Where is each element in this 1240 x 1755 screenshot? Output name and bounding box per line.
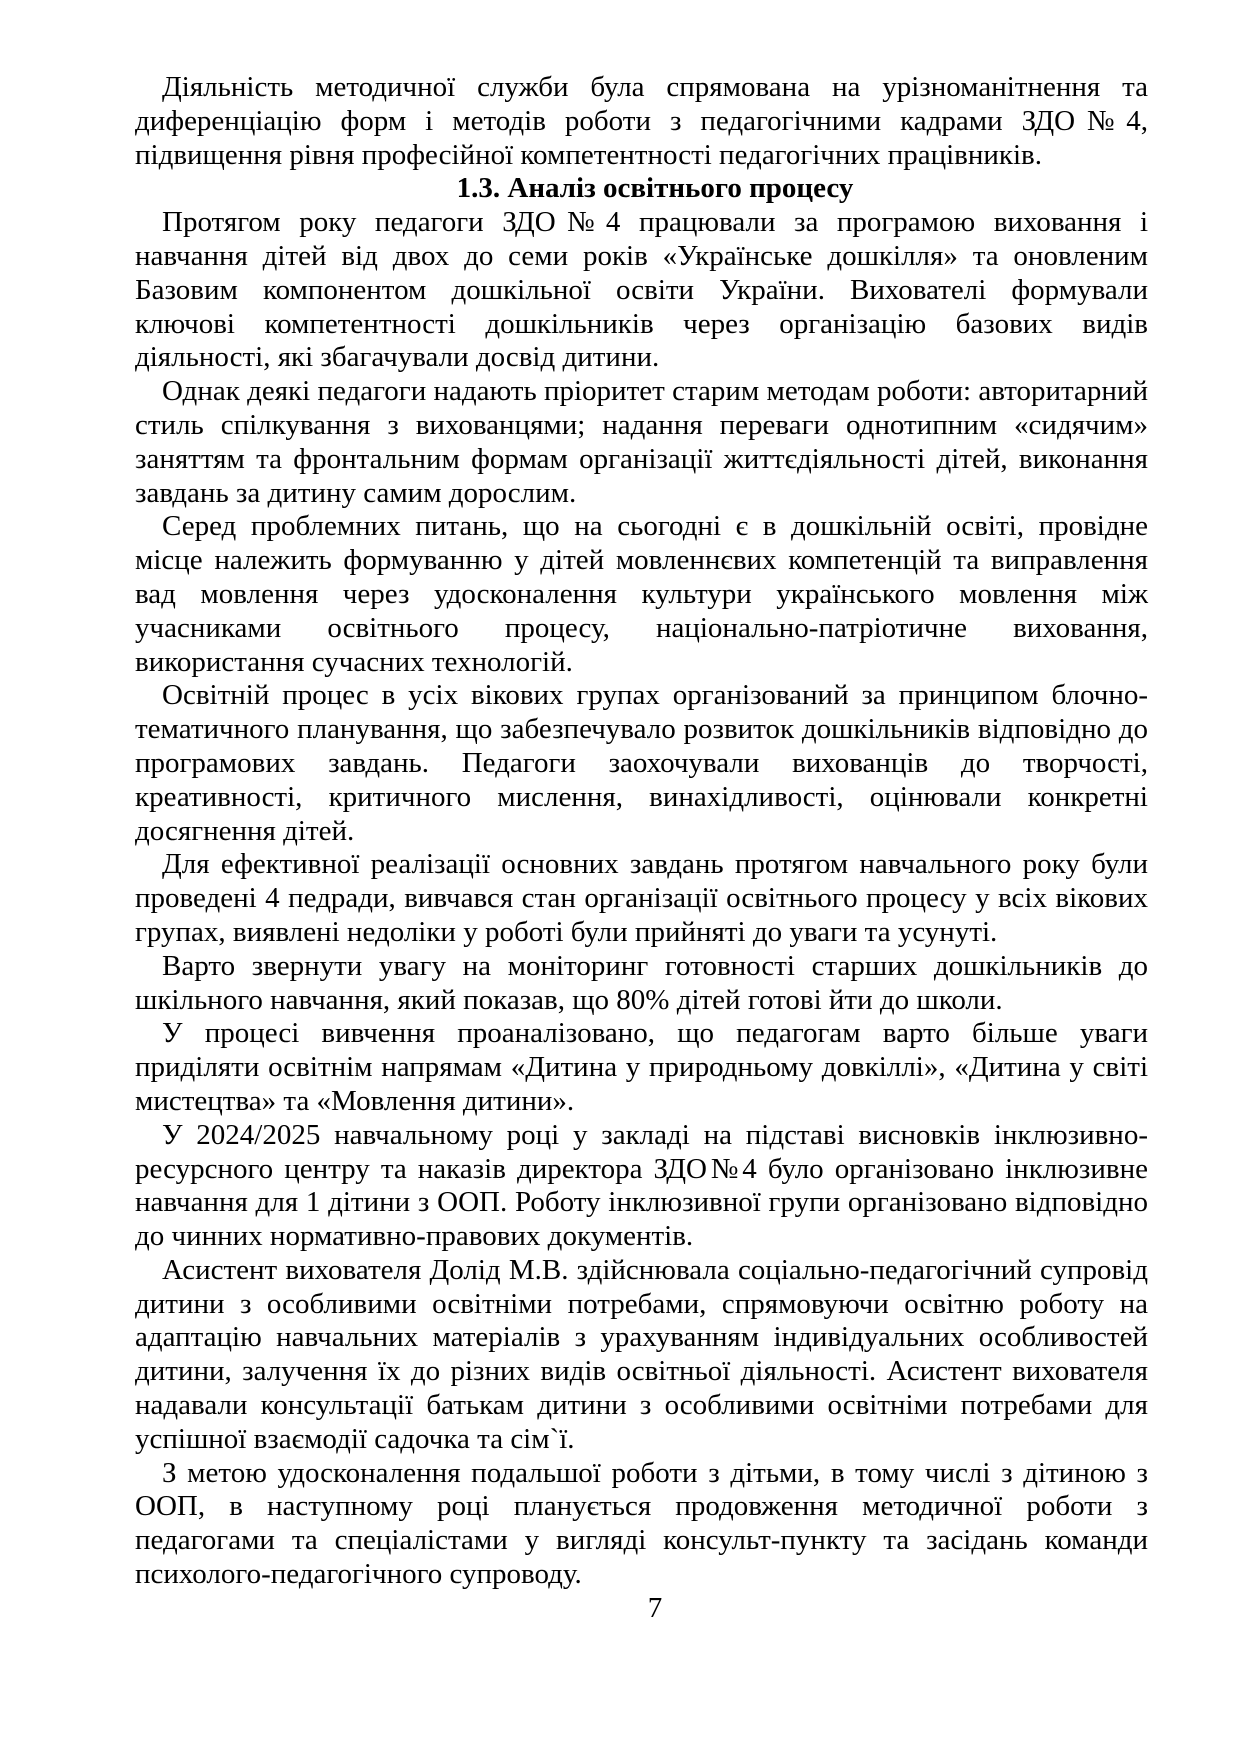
paragraph: Для ефективної реалізації основних завдань протягом навчального року були проведені 4 педради, вивчався стан організації освітнього процесу у всіх вікових групах, виявлені недоліки у роботі були прийняті до уваги та усунуті. [135,848,1148,948]
paragraph: Асистент вихователя Долід М.В. здійснювала соціально-педагогічний супровід дитини з особливими освітніми потребами, спрямовуючи освітню роботу на адаптацію навчальних матеріалів з урахуванням індивідуальних особливостей дитини, залучення їх до різних видів освітньої діяльності. Асистент вихователя надавали консультації батькам дитини з особливими освітніми потребами для успішної взаємодії садочка та сім`ї. [135,1253,1148,1455]
page-number: 7 [647,1591,663,1624]
paragraph: Серед проблемних питань, що на сьогодні є в дошкільній освіті, провідне місце належить формуванню у дітей мовленнєвих компетенцій та виправлення вад мовлення через удосконалення культури українського мовлення між учасниками освітнього процесу, національно-патріотичне виховання, використання сучасних технологій. [135,510,1148,678]
paragraph: З метою удосконалення подальшої роботи з дітьми, в тому числі з дітиною з ООП, в наступному році планується продовження методичної роботи з педагогами та спеціалістами у вигляді консульт-пункту та засідань команди психолого-педагогічного супроводу. [135,1456,1148,1591]
paragraph: Однак деякі педагоги надають пріоритет старим методам роботи: авторитарний стиль спілкування з вихованцями; надання переваги однотипним «сидячим» заняттям та фронтальним формам організації життєдіяльності дітей, виконання завдань за дитину самим дорослим. [135,375,1148,509]
paragraph: Варто звернути увагу на моніторинг готовності старших дошкільників до шкільного навчання, який показав, що 80% дітей готові йти до школи. [135,949,1148,1016]
paragraph: У процесі вивчення проаналізовано, що педагогам варто більше уваги приділяти освітнім напрямам «Дитина у природньому довкіллі», «Дитина у світі мистецтва» та «Мовлення дитини». [135,1017,1148,1117]
section-heading: 1.3. Аналіз освітнього процесу [456,172,854,205]
text-block [135,71,1148,1626]
paragraph: Освітній процес в усіх вікових групах організований за принципом блочно-тематичного планування, що забезпечувало розвиток дошкільників відповідно до програмових завдань. Педагоги заохочували вихованців до творчості, креативності, критичного мислення, винахідливості, оцінювали конкретні досягнення дітей. [135,679,1148,847]
paragraph: Протягом року педагоги ЗДО№4 працювали за програмою виховання і навчання дітей від двох до семи років «Українське дошкілля» та оновленим Базовим компонентом дошкільної освіти України. Вихователі формували ключові компетентності дошкільників через організацію базових видів діяльності, які збагачували досвід дитини. [135,206,1148,374]
paragraph: У 2024/2025 навчальному році у закладі на підставі висновків інклюзивно-ресурсного центру та наказів директора ЗДО№4 було організовано інклюзивне навчання для 1 дітини з ООП. Роботу інклюзивної групи організовано відповідно до чинних нормативно-правових документів. [135,1118,1148,1253]
paragraph-intro: Діяльність методичної служби була спрямована на урізноманітнення та диференціацію форм і методів роботи з педагогічними кадрами ЗДО№4, підвищення рівня професійної компетентності педагогічних працівників. [135,71,1148,171]
